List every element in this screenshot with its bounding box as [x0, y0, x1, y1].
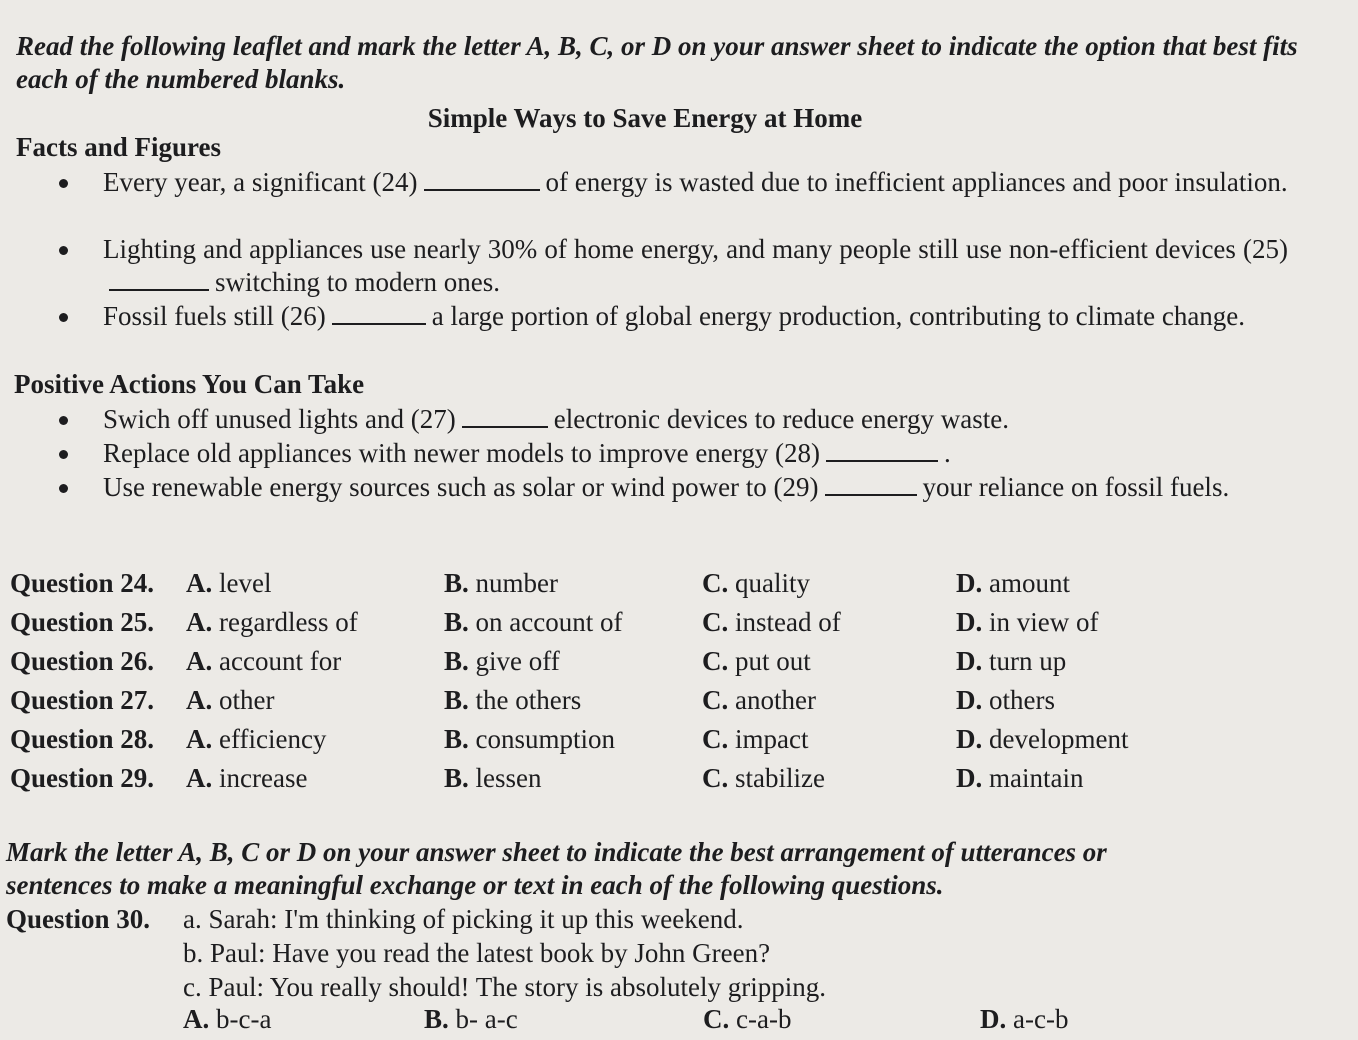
bullet-item: Replace old appliances with newer models to improve energy (28) .	[103, 437, 1288, 470]
instruction-leaflet: Read the following leaflet and mark the letter A, B, C, or D on your answer sheet to indicate the option that best fits each of the numbered blanks.	[16, 31, 1298, 94]
option-a[interactable]: A. regardless of	[186, 607, 358, 637]
option-a[interactable]: A. increase	[186, 763, 308, 793]
section-heading-facts: Facts and Figures	[16, 132, 222, 162]
option-d[interactable]: D. amount	[956, 568, 1070, 598]
option-d[interactable]: D. maintain	[956, 763, 1084, 793]
option-c[interactable]: C. c-a-b	[703, 1004, 792, 1034]
instruction-arrangement: Mark the letter A, B, C or D on your answer sheet to indicate the best arrangement of utterances or sentences to make a meaningful exchange or text in each of the following questions.	[6, 837, 1107, 900]
option-a[interactable]: A. b-c-a	[183, 1004, 272, 1034]
option-b[interactable]: B. number	[444, 568, 558, 598]
option-b[interactable]: B. consumption	[444, 724, 616, 754]
option-b[interactable]: B. lessen	[444, 763, 542, 793]
option-b[interactable]: B. on account of	[444, 607, 623, 637]
option-b[interactable]: B. give off	[444, 646, 560, 676]
question-25: Question 25. A. regardless of B. on account of C. instead of D. in view of	[10, 607, 1099, 637]
option-d[interactable]: D. in view of	[956, 607, 1099, 637]
blank-28	[826, 438, 938, 462]
bullet-dot	[59, 450, 68, 459]
blank-27	[462, 404, 548, 428]
bullet-dot	[59, 416, 68, 425]
blank-29	[825, 472, 917, 496]
option-b[interactable]: B. b- a-c	[424, 1004, 518, 1034]
option-c[interactable]: C. stabilize	[702, 763, 825, 793]
bullet-item: Every year, a significant (24) of energy is wasted due to inefficient appliances and poor insulation.	[103, 166, 1288, 199]
option-b[interactable]: B. the others	[444, 685, 582, 715]
blank-25	[109, 267, 209, 291]
option-c[interactable]: C. put out	[702, 646, 811, 676]
bullet-item: Swich off unused lights and (27) electronic devices to reduce energy waste.	[103, 403, 1288, 436]
question-label: Question 30.	[6, 904, 151, 934]
option-a[interactable]: A. other	[186, 685, 275, 715]
option-c[interactable]: C. quality	[702, 568, 810, 598]
option-d[interactable]: D. development	[956, 724, 1129, 754]
blank-24	[424, 167, 540, 191]
bullet-dot	[59, 246, 68, 255]
question-24: Question 24. A. level B. number C. quality D. amount	[10, 568, 1070, 598]
option-a[interactable]: A. level	[186, 568, 272, 598]
bullet-dot	[59, 484, 68, 493]
bullet-dot	[59, 313, 68, 322]
option-d[interactable]: D. turn up	[956, 646, 1067, 676]
option-d[interactable]: D. a-c-b	[980, 1004, 1069, 1034]
question-29: Question 29. A. increase B. lessen C. stabilize D. maintain	[10, 763, 1084, 793]
option-a[interactable]: A. efficiency	[186, 724, 327, 754]
utterance-b: b. Paul: Have you read the latest book by John Green?	[183, 938, 771, 968]
section-heading-actions: Positive Actions You Can Take	[14, 369, 365, 399]
option-c[interactable]: C. impact	[702, 724, 809, 754]
option-a[interactable]: A. account for	[186, 646, 342, 676]
question-28: Question 28. A. efficiency B. consumption C. impact D. development	[10, 724, 1129, 754]
bullet-item: Fossil fuels still (26) a large portion of global energy production, contributing to climate change.	[103, 300, 1288, 333]
utterance-c: c. Paul: You really should! The story is absolutely gripping.	[183, 972, 826, 1002]
blank-26	[332, 301, 426, 325]
question-27: Question 27. A. other B. the others C. another D. others	[10, 685, 1055, 715]
bullet-item: Lighting and appliances use nearly 30% of home energy, and many people still use non-efficient devices (25)switching to modern ones.	[103, 233, 1288, 299]
question-26: Question 26. A. account for B. give off C. put out D. turn up	[10, 646, 1067, 676]
option-d[interactable]: D. others	[956, 685, 1055, 715]
bullet-dot	[59, 179, 68, 188]
bullet-item: Use renewable energy sources such as solar or wind power to (29) your reliance on fossil fuels.	[103, 471, 1288, 504]
option-c[interactable]: C. instead of	[702, 607, 841, 637]
utterance-a: a. Sarah: I'm thinking of picking it up this weekend.	[183, 904, 744, 934]
option-c[interactable]: C. another	[702, 685, 816, 715]
leaflet-title: Simple Ways to Save Energy at Home	[427, 103, 863, 133]
